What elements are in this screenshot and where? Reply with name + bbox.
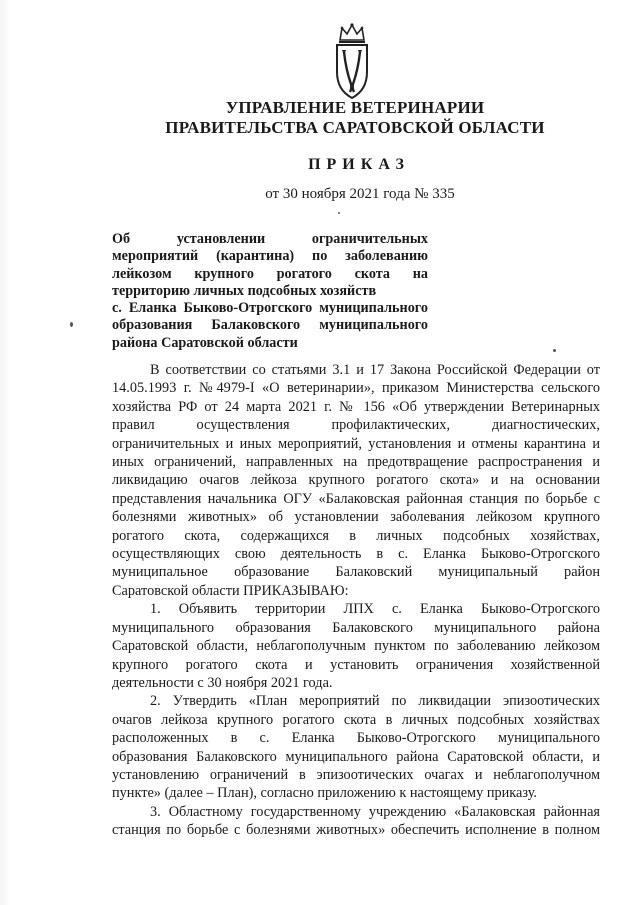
body-line: ликвидацию очагов лейкоза крупного рогатого скота» и на основании xyxy=(112,472,600,489)
body-line: 1. Объявить территории ЛПХ с. Еланка Быково-Отрогского xyxy=(150,601,600,618)
body-line: установлению ограничений в эпизоотических очагах и неблагополучном xyxy=(112,766,600,783)
body-line: 2. Утвердить «План мероприятий по ликвидации эпизоотических xyxy=(150,693,600,710)
document-date-number: от 30 ноября 2021 года № 335 xyxy=(265,186,455,202)
subject-line: Об установлении ограничительных xyxy=(112,231,428,247)
body-line: муниципальное образование Балаковский муниципальный район xyxy=(112,564,600,581)
body-line: иных ограничений, направленных на предотвращение распространения и xyxy=(112,454,600,471)
body-line: деятельности с 30 ноября 2021 года. xyxy=(112,674,333,691)
body-line: пункте» (далее – План), согласно приложению к настоящему приказу. xyxy=(112,785,537,802)
body-line: болезнями животных» об установлении заболевания лейкозом крупного xyxy=(112,509,600,526)
body-line: рогатого скота, содержащихся в личных подсобных хозяйствах, xyxy=(112,527,600,544)
body-line: ограничительных и иных мероприятий, установления и отмены карантина и xyxy=(112,435,600,452)
body-line: представления начальника ОГУ «Балаковская районная станция по борьбе с xyxy=(112,490,600,507)
body-line: В соответствии со статьями 3.1 и 17 Закона Российской Федерации от xyxy=(150,362,600,378)
subject-line: территорию личных подсобных хозяйств xyxy=(112,282,377,299)
body-line: хозяйства РФ от 24 марта 2021 г. № 156 «Об утверждении Ветеринарных xyxy=(112,398,600,415)
body-line: 14.05.1993 г. №4979-I «О ветеринарии», приказом Министерства сельского xyxy=(112,380,600,397)
body-line: Саратовской области ПРИКАЗЫВАЮ: xyxy=(112,582,349,599)
body-text xyxy=(112,361,600,840)
body-line: крупного рогатого скота и установить ограничения хозяйственной xyxy=(112,656,600,673)
body-line: образования Балаковского муниципального района Саратовской области, и xyxy=(112,748,600,765)
body-line: очагов лейкоза крупного рогатого скота в личных подсобных хозяйствах xyxy=(112,711,600,728)
org-name-line1: УПРАВЛЕНИЕ ВЕТЕРИНАРИИ xyxy=(225,98,485,117)
subject-line: с. Еланка Быково-Отрогского муниципального xyxy=(112,300,428,317)
document-title: ПРИКАЗ xyxy=(308,156,410,173)
subject-line: района Саратовской области xyxy=(112,334,298,351)
body-line: осуществляющих свою деятельность в с. Еланка Быково-Отрогского xyxy=(112,546,600,563)
subject-line: лейкозом крупного рогатого скота на xyxy=(112,265,428,282)
subject-block xyxy=(112,231,428,352)
body-line: расположенных в с. Еланка Быково-Отрогского муниципального xyxy=(112,730,600,747)
body-line: 3. Областному государственному учреждению «Балаковская районная xyxy=(150,803,600,820)
saratov-coat-of-arms-icon xyxy=(332,22,372,102)
scan-speck xyxy=(70,322,73,327)
scan-edge xyxy=(0,0,10,905)
body-line: Саратовской области, неблагополучным пунктом по заболеванию лейкозом xyxy=(112,638,600,655)
subject-line: мероприятий (карантина) по заболеванию xyxy=(112,248,428,265)
body-line: правил осуществления профилактических, диагностических, xyxy=(112,417,600,434)
body-line: муниципального образования Балаковского муниципального района xyxy=(112,619,600,636)
org-name-line2: ПРАВИТЕЛЬСТВА САРАТОВСКОЙ ОБЛАСТИ xyxy=(165,118,545,137)
scan-speck xyxy=(553,349,556,352)
body-line: станция по борьбе с болезнями животных» обеспечить исполнение в полном xyxy=(112,822,600,839)
scan-speck xyxy=(338,212,340,214)
subject-line: образования Балаковского муниципального xyxy=(112,317,428,334)
